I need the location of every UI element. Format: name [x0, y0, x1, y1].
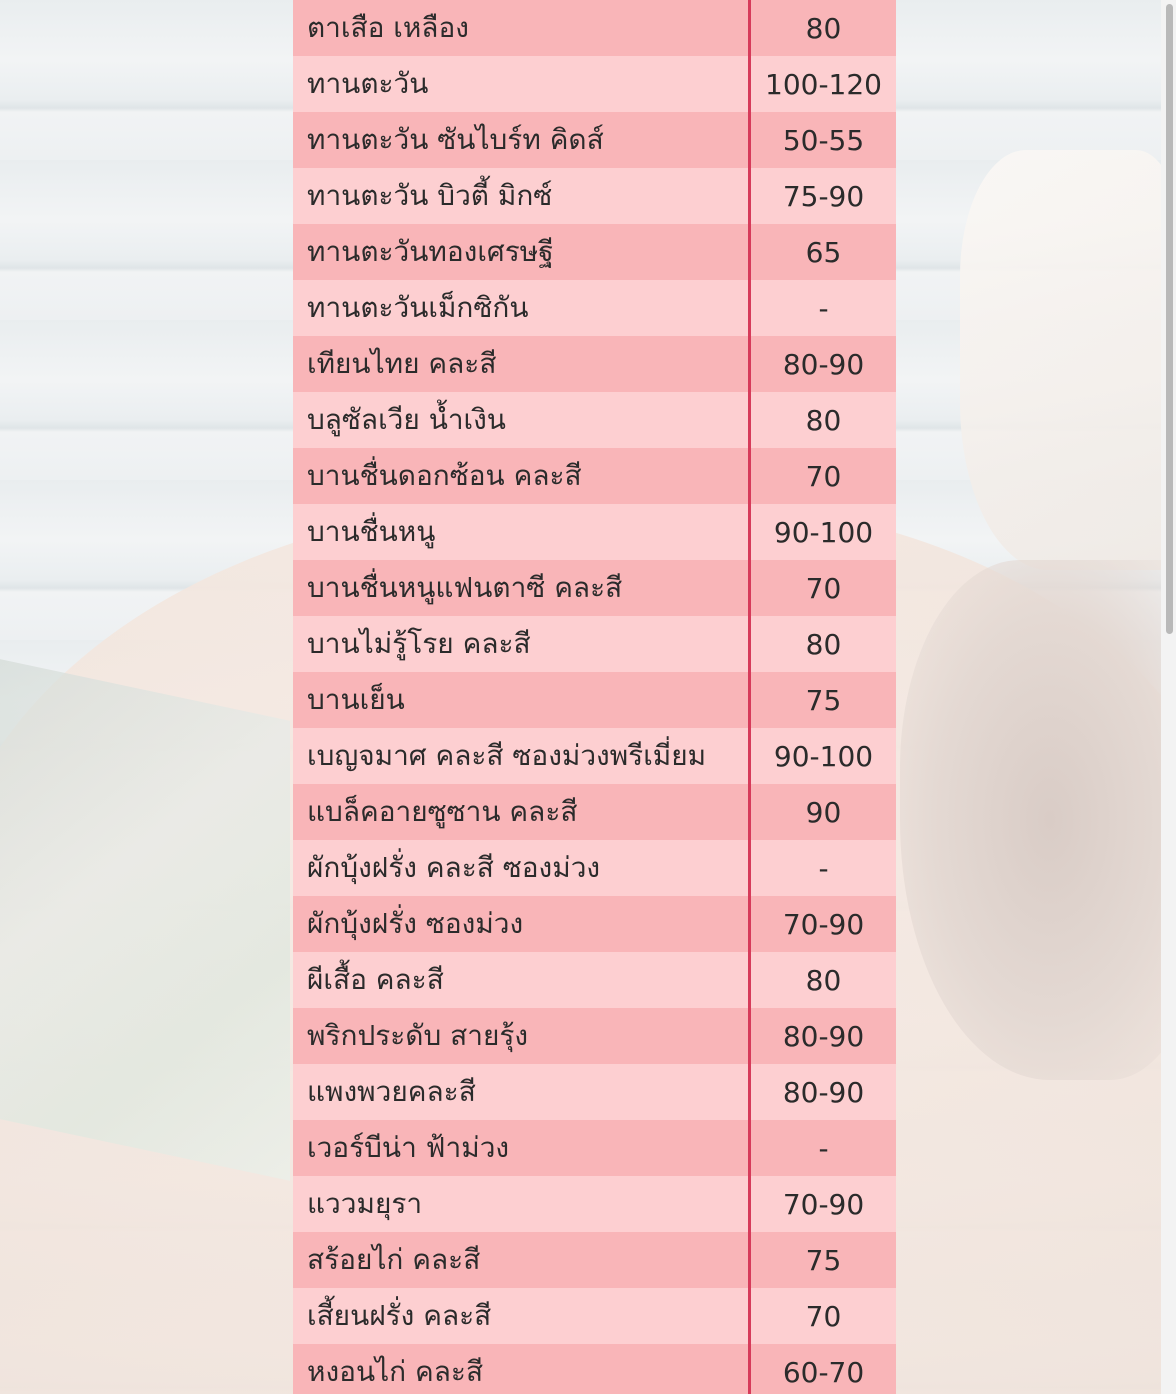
flower-name-cell: เบญจมาศ คละสี ซองม่วงพรีเมี่ยม: [293, 728, 750, 784]
price-cell: 70: [750, 1288, 897, 1344]
price-cell: 70: [750, 448, 897, 504]
background-seed-packet: [0, 659, 290, 1181]
price-cell: 75: [750, 672, 897, 728]
price-cell: 80: [750, 952, 897, 1008]
table-row: [293, 1232, 896, 1288]
flower-name-cell: ทานตะวันเม็กซิกัน: [293, 280, 750, 336]
table-row: [293, 56, 896, 112]
price-cell: 100-120: [750, 56, 897, 112]
flower-name-cell: แบล็คอายซูซาน คละสี: [293, 784, 750, 840]
table-row: [293, 560, 896, 616]
scrollbar-thumb[interactable]: [1166, 4, 1173, 634]
flower-name-cell: บลูซัลเวีย น้ำเงิน: [293, 392, 750, 448]
flower-name-cell: บานชื่นดอกซ้อน คละสี: [293, 448, 750, 504]
table-row: [293, 840, 896, 896]
flower-name-cell: แพงพวยคละสี: [293, 1064, 750, 1120]
flower-name-cell: สร้อยไก่ คละสี: [293, 1232, 750, 1288]
table-row: [293, 0, 896, 56]
price-cell: 50-55: [750, 112, 897, 168]
table-row: [293, 1008, 896, 1064]
price-cell: 70-90: [750, 1176, 897, 1232]
price-cell: 75: [750, 1232, 897, 1288]
table-row: [293, 952, 896, 1008]
flower-name-cell: เทียนไทย คละสี: [293, 336, 750, 392]
flower-name-cell: พริกประดับ สายรุ้ง: [293, 1008, 750, 1064]
flower-name-cell: ทานตะวัน บิวตี้ มิกซ์: [293, 168, 750, 224]
flower-name-cell: บานไม่รู้โรย คละสี: [293, 616, 750, 672]
seed-price-table: [293, 0, 896, 1394]
table-row: [293, 1288, 896, 1344]
table-body: [293, 0, 896, 1394]
table-row: [293, 616, 896, 672]
price-cell: -: [750, 840, 897, 896]
price-cell: 70: [750, 560, 897, 616]
table-row: [293, 1064, 896, 1120]
table-row: [293, 1344, 896, 1394]
table-row: [293, 1120, 896, 1176]
price-cell: 90: [750, 784, 897, 840]
flower-name-cell: ทานตะวัน: [293, 56, 750, 112]
table-row: [293, 168, 896, 224]
price-cell: 80-90: [750, 1064, 897, 1120]
price-cell: 90-100: [750, 504, 897, 560]
table-row: [293, 392, 896, 448]
table-row: [293, 336, 896, 392]
vertical-scrollbar[interactable]: [1161, 0, 1176, 1394]
price-cell: -: [750, 1120, 897, 1176]
flower-name-cell: ผีเสื้อ คละสี: [293, 952, 750, 1008]
price-cell: 80-90: [750, 1008, 897, 1064]
table-row: [293, 728, 896, 784]
background-soil-bag: [960, 150, 1176, 570]
price-cell: 60-70: [750, 1344, 897, 1394]
flower-name-cell: หงอนไก่ คละสี: [293, 1344, 750, 1394]
table-row: [293, 448, 896, 504]
flower-name-cell: บานเย็น: [293, 672, 750, 728]
table-row: [293, 672, 896, 728]
price-cell: 75-90: [750, 168, 897, 224]
flower-name-cell: ผักบุ้งฝรั่ง คละสี ซองม่วง: [293, 840, 750, 896]
flower-name-cell: ผักบุ้งฝรั่ง ซองม่วง: [293, 896, 750, 952]
table-row: [293, 280, 896, 336]
flower-name-cell: ตาเสือ เหลือง: [293, 0, 750, 56]
price-cell: 70-90: [750, 896, 897, 952]
flower-name-cell: แววมยุรา: [293, 1176, 750, 1232]
flower-name-cell: บานชื่นหนู: [293, 504, 750, 560]
table-row: [293, 504, 896, 560]
price-cell: 80: [750, 0, 897, 56]
table-row: [293, 1176, 896, 1232]
price-cell: 65: [750, 224, 897, 280]
flower-name-cell: ทานตะวันทองเศรษฐี: [293, 224, 750, 280]
table-row: [293, 112, 896, 168]
price-cell: 90-100: [750, 728, 897, 784]
flower-name-cell: เวอร์บีน่า ฟ้าม่วง: [293, 1120, 750, 1176]
price-cell: -: [750, 280, 897, 336]
price-cell: 80: [750, 616, 897, 672]
table-row: [293, 896, 896, 952]
price-cell: 80: [750, 392, 897, 448]
table-row: [293, 784, 896, 840]
flower-name-cell: บานชื่นหนูแฟนตาซี คละสี: [293, 560, 750, 616]
price-cell: 80-90: [750, 336, 897, 392]
flower-name-cell: ทานตะวัน ซันไบร์ท คิดส์: [293, 112, 750, 168]
table-row: [293, 224, 896, 280]
flower-name-cell: เสี้ยนฝรั่ง คละสี: [293, 1288, 750, 1344]
